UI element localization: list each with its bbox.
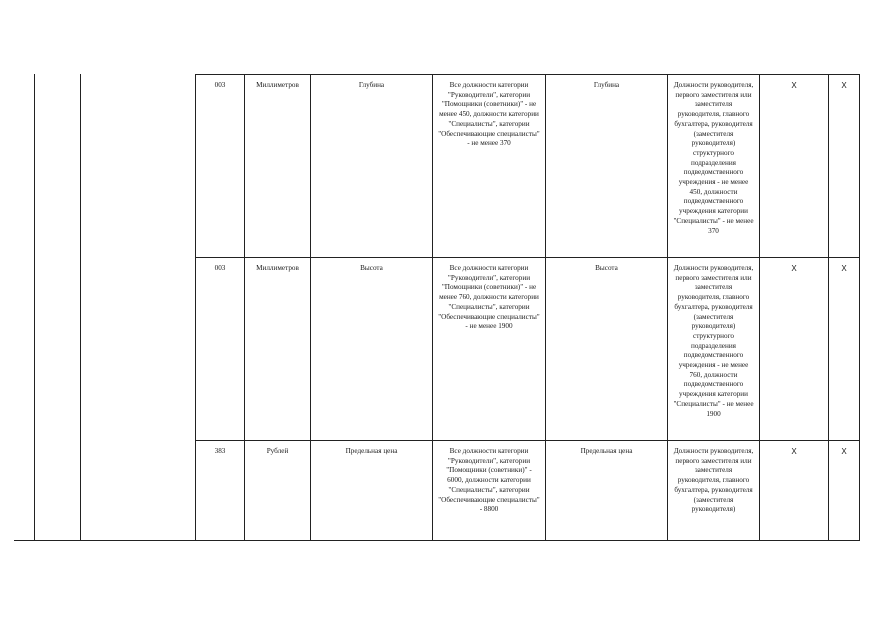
- table-row: [196, 258, 860, 441]
- value-cell: Все должности категории "Руководители", категории "Помощники (советники)" - не менее 760, должности категории "Специалисты", категории "Обеспечивающие специалисты" - не менее 1900: [433, 258, 546, 441]
- value-2-cell: Должности руководителя, первого заместителя или заместителя руководителя, главного бухгалтера, руководителя (заместителя руководителя) структурного подразделения подведомственного учреждения - не менее 450, должности подведомственного учреждения категории "Специалисты" - не менее 370: [668, 75, 760, 258]
- table-row: [196, 441, 860, 541]
- table-row: [196, 75, 860, 258]
- mark-cell-1: X: [760, 441, 829, 541]
- characteristic-cell: Предельная цена: [311, 441, 433, 541]
- table-bottom-border: [14, 540, 859, 541]
- mark-cell-1: X: [760, 258, 829, 441]
- okei-code-cell: 003: [196, 75, 245, 258]
- characteristic-cell: Высота: [311, 258, 433, 441]
- left-column-border-1: [34, 74, 35, 540]
- unit-cell: Миллиметров: [245, 258, 311, 441]
- characteristic-cell: Глубина: [311, 75, 433, 258]
- specification-table: [195, 74, 860, 541]
- mark-cell-1: X: [760, 75, 829, 258]
- characteristic-2-cell: Предельная цена: [546, 441, 668, 541]
- characteristic-2-cell: Глубина: [546, 75, 668, 258]
- okei-code-cell: 383: [196, 441, 245, 541]
- unit-cell: Миллиметров: [245, 75, 311, 258]
- value-2-cell: Должности руководителя, первого заместителя или заместителя руководителя, главного бухгалтера, руководителя (заместителя руководителя): [668, 441, 760, 541]
- okei-code-cell: 003: [196, 258, 245, 441]
- value-cell: Все должности категории "Руководители", категории "Помощники (советники)" - 6000, должности категории "Специалисты", категории "Обеспечивающие специалисты" - 8800: [433, 441, 546, 541]
- mark-cell-2: X: [829, 441, 860, 541]
- left-column-border-2: [80, 74, 81, 540]
- mark-cell-2: X: [829, 258, 860, 441]
- value-cell: Все должности категории "Руководители", категории "Помощники (советники)" - не менее 450, должности категории "Специалисты", категории "Обеспечивающие специалисты" - не менее 370: [433, 75, 546, 258]
- mark-cell-2: X: [829, 75, 860, 258]
- characteristic-2-cell: Высота: [546, 258, 668, 441]
- value-2-cell: Должности руководителя, первого заместителя или заместителя руководителя, главного бухгалтера, руководителя (заместителя руководителя) структурного подразделения подведомственного учреждения - не менее 760, должности подведомственного учреждения категории "Специалисты" - не менее 1900: [668, 258, 760, 441]
- unit-cell: Рублей: [245, 441, 311, 541]
